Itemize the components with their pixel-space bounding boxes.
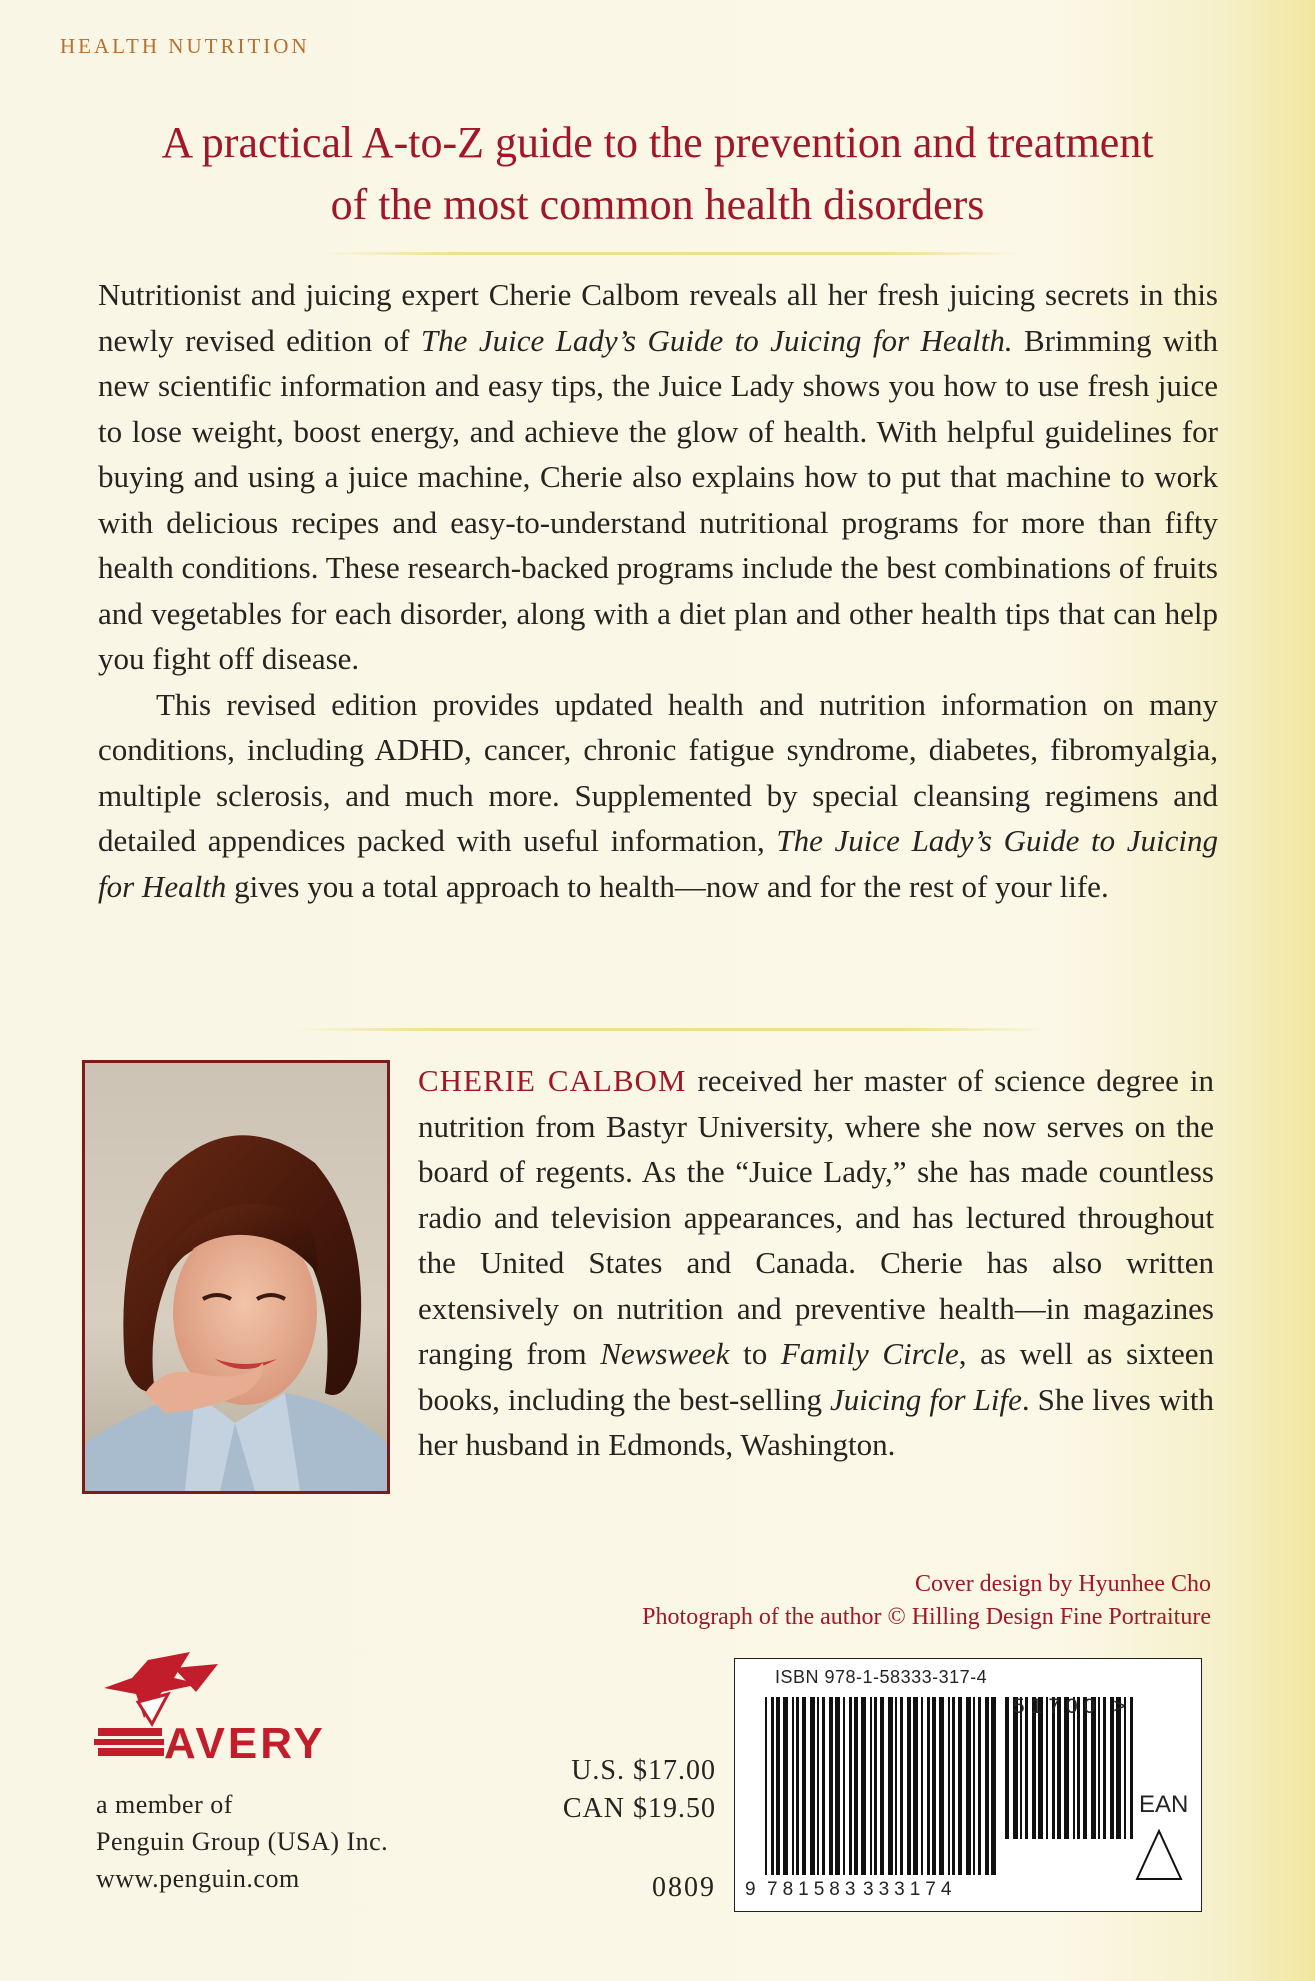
magazine-title: Family Circle [780,1336,959,1371]
description-paragraph-2: This revised edition provides updated health and nutrition information on many conditions, including ADHD, cancer, chronic fatigue syndrome, diabetes, fibromyalgia, multiple sclerosis, and much more. Supplemented by special cleansing regimens and detailed appendices packed with useful information, The Juice Lady’s Guide to Juicing for Health gives you a total approach to health—now and for the rest of your life. [98,686,1218,904]
credits [642,1568,1211,1634]
triangle-icon [1133,1827,1185,1883]
description [98,272,1218,909]
us-price: U.S. $17.00 [571,1755,716,1786]
description-paragraph-1: Nutritionist and juicing expert Cherie Calbom reveals all her fresh juicing secrets in this newly revised edition of The Juice Lady’s Guide to Juicing for Health. Brimming with new scientific information and easy tips, the Juice Lady shows you how to use fresh juice to lose weight, boost energy, and achieve the glow of health. With helpful guidelines for buying and using a juice machine, Cherie also explains how to put that machine to work with delicious recipes and easy-to-understand nutritional programs for more than fifty health conditions. These research-backed programs include the best combinations of fruits and vegetables for each disorder, along with a diet plan and other health tips that can help you fight off disease. [98,277,1218,676]
headline-line-1: A practical A-to-Z guide to the prevention and treatment [161,118,1154,167]
book-title: The Juice Lady’s Guide to Juicing for Health. [420,322,1013,358]
divider-middle [290,1028,1050,1031]
avery-logo [78,1648,348,1778]
magazine-title: Newsweek [600,1336,730,1371]
publisher-line-1: a member of [96,1790,233,1819]
ean-label: EAN [1139,1791,1189,1818]
headline [60,112,1255,236]
avery-logo-text: AVERY [164,1719,326,1768]
avery-logo-mark [78,1648,348,1778]
photo-credit: Photograph of the author © Hilling Design Fine Portraiture [642,1604,1211,1630]
divider-top [320,252,1020,255]
isbn-label: ISBN 978-1-58333-317-4 [775,1667,988,1687]
publisher-info [96,1786,388,1897]
author-name: CHERIE CALBOM [418,1063,687,1098]
price-block [540,1752,716,1828]
print-code: 0809 [652,1872,716,1903]
author-bio: CHERIE CALBOM received her master of science degree in nutrition from Bastyr University, where she now serves on the board of regents. As the “Juice Lady,” she has made countless radio and television appearances, and has lectured throughout the United States and Canada. Cherie has also written extensively on nutrition and preventive health—in magazines ranging from Newsweek to Family Circle, as well as sixteen books, including the best-selling Juicing for Life. She lives with her husband in Edmonds, Washington. [418,1063,1214,1462]
cover-design-credit: Cover design by Hyunhee Cho [915,1571,1211,1597]
barcode: ISBN 978-1-58333-317-4 51700 > EAN 9 781583 333174 [734,1658,1202,1912]
headline-line-2: of the most common health disorders [330,180,985,229]
book-title: Juicing for Life [830,1381,1022,1417]
book-title: The Juice Lady’s Guide to Juicing for Health [98,823,1218,904]
publisher-line-2: Penguin Group (USA) Inc. [96,1827,389,1856]
can-price: CAN $19.50 [562,1793,716,1824]
author-photo [82,1060,390,1494]
category-label: HEALTH NUTRITION [60,34,310,58]
price-code: 51700 > [1013,1695,1132,1718]
publisher-website: www.penguin.com [96,1864,300,1893]
author-portrait-image [85,1063,387,1491]
